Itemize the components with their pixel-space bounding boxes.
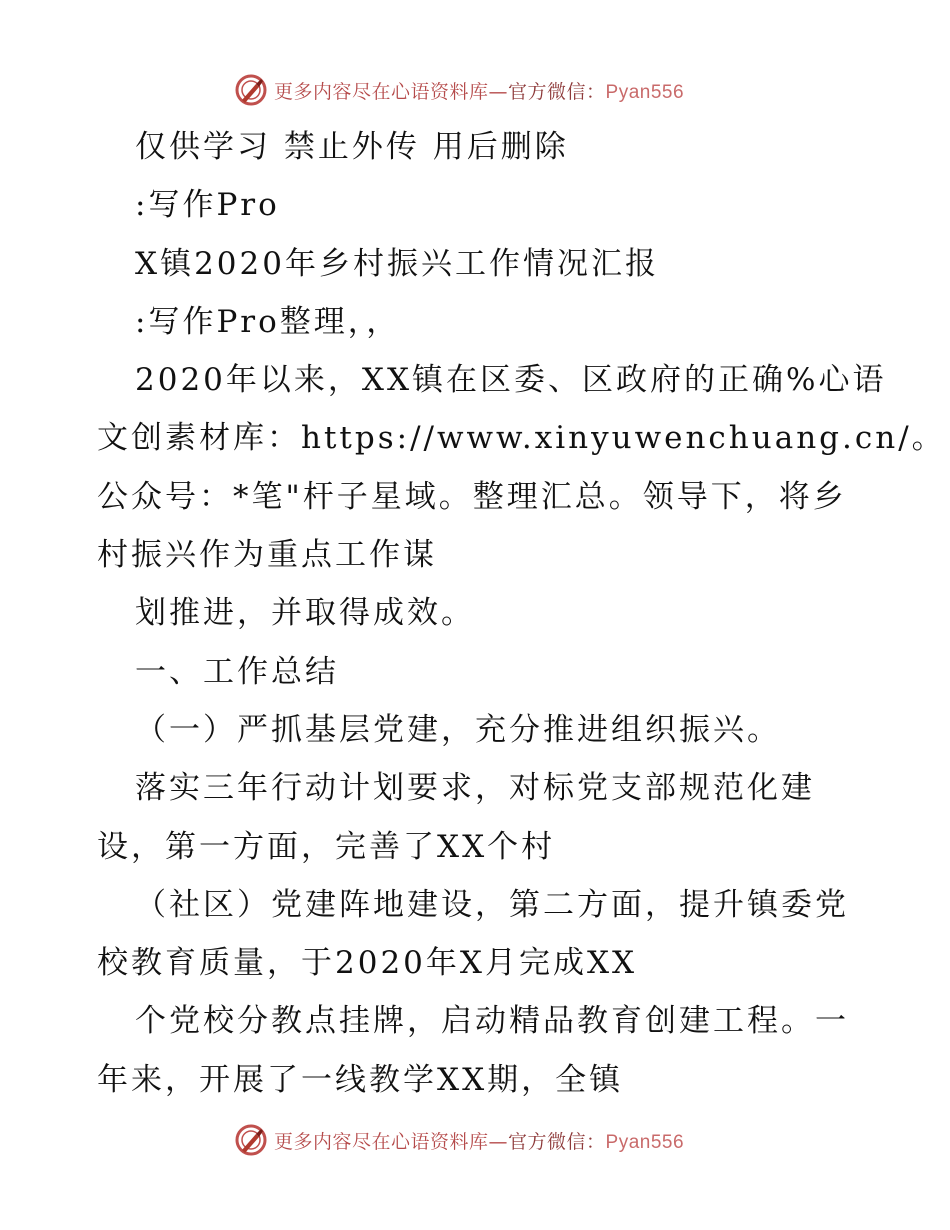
paragraph-line: 年来，开展了一线教学XX期，全镇	[97, 1061, 624, 1098]
banner-dash: —	[488, 1130, 509, 1153]
document-title: X镇2020年乡村振兴工作情况汇报	[135, 245, 659, 282]
banner-wechat-id: Pyan556	[605, 1131, 685, 1153]
paragraph-line: 个党校分教点挂牌，启动精品教育创建工程。一	[135, 1003, 849, 1040]
pen-nib-logo-icon	[234, 1123, 268, 1157]
banner-slogan: 更多内容尽在心语资料库	[274, 1130, 489, 1153]
banner-official-label: 官方微信：	[508, 80, 606, 103]
pen-nib-logo-icon	[234, 73, 268, 107]
paragraph-line: 村振兴作为重点工作谋	[97, 537, 437, 574]
document-body	[97, 118, 946, 1109]
paragraph-line: 文创素材库：https://www.xinyuwenchuang.cn/。	[97, 420, 946, 457]
footer-watermark-banner	[234, 1122, 684, 1158]
paragraph-line: 2020年以来，XX镇在区委、区政府的正确%心语	[135, 362, 887, 399]
subsection-heading: （一）严抓基层党建，充分推进组织振兴。	[135, 711, 781, 748]
banner-wechat-id: Pyan556	[605, 81, 685, 103]
paragraph-line: 校教育质量，于2020年X月完成XX	[97, 945, 638, 982]
paragraph-line: 设，第一方面，完善了XX个村	[97, 828, 556, 865]
compiler-line: :写作Pro整理，，	[135, 303, 401, 340]
author-line: :写作Pro	[135, 187, 280, 224]
paragraph-line: （社区）党建阵地建设，第二方面，提升镇委党	[135, 886, 849, 923]
banner-slogan: 更多内容尽在心语资料库	[274, 80, 489, 103]
header-watermark-banner	[234, 72, 684, 108]
paragraph-line: 公众号：*笔"杆子星域。整理汇总。领导下，将乡	[97, 478, 847, 515]
section-heading: 一、工作总结	[135, 653, 339, 690]
paragraph-line: 落实三年行动计划要求，对标党支部规范化建	[135, 770, 815, 807]
notice-line: 仅供学习 禁止外传 用后删除	[135, 129, 569, 165]
paragraph-line: 划推进，并取得成效。	[135, 595, 475, 632]
banner-dash: —	[488, 80, 509, 103]
banner-official-label: 官方微信：	[508, 1130, 606, 1153]
